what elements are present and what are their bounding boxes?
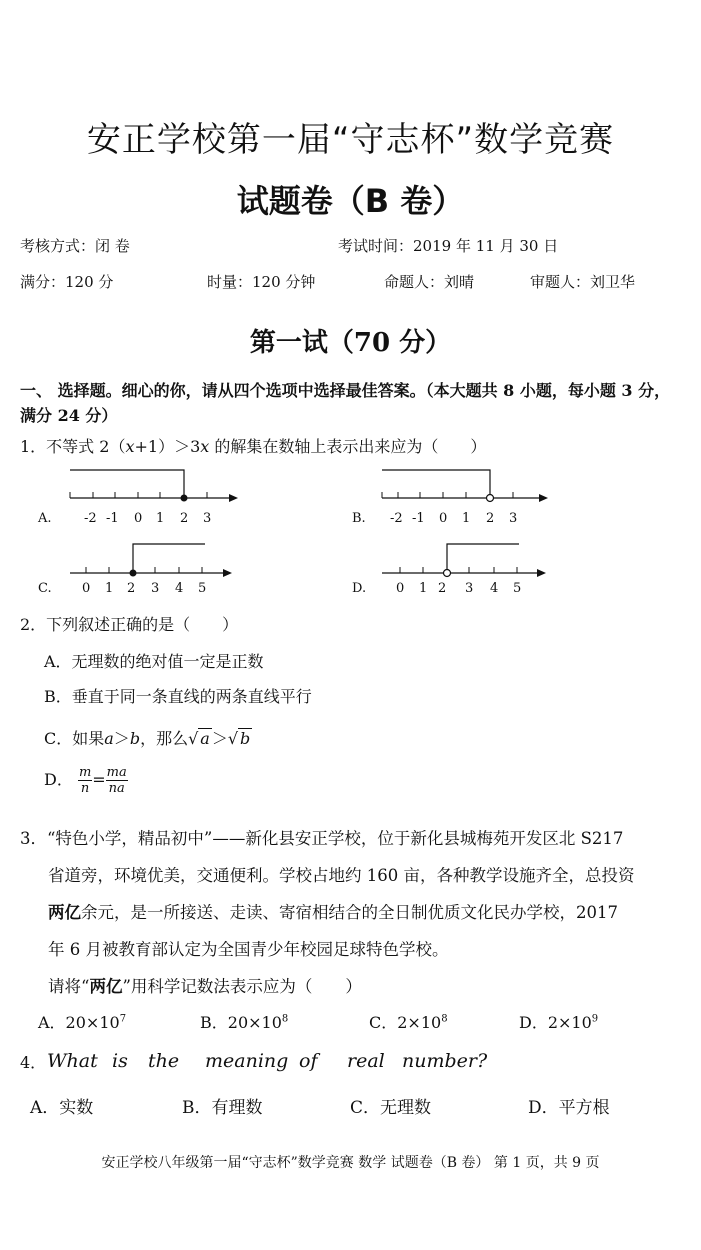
tick-label: 4 xyxy=(490,581,499,596)
page-footer: 安正学校八年级第一届“守志杯”数学竞赛 数学 试题卷（B 卷） 第 1 页，共 9 页 xyxy=(101,1155,600,1171)
tick-label: -2 xyxy=(84,511,97,526)
tick-label: 2 xyxy=(438,581,447,596)
number-line-a xyxy=(70,470,238,526)
q3-line-3: 两亿余元，是一所接送、走读、寄宿相结合的全日制优质文化民办学校，2017 xyxy=(48,903,618,922)
question-2-option-d: D． $\frac{m}{n}$ = $\frac{ma}{na}$ xyxy=(44,765,127,796)
tick-label: -1 xyxy=(412,511,425,526)
tick-label: 1 xyxy=(156,511,165,526)
tick-label: 3 xyxy=(203,511,212,526)
section-title: 第一试（70 分） xyxy=(249,328,452,358)
question-4-option-d: D．平方根 xyxy=(528,1098,610,1118)
tick-label: 5 xyxy=(513,581,522,596)
tick-label: 1 xyxy=(105,581,114,596)
option-d-label: D. xyxy=(352,581,367,596)
question-4-option-c: C．无理数 xyxy=(350,1098,432,1118)
q3-line-1: 3．“特色小学，精品初中”——新化县安正学校，位于新化县城梅苑开发区北 S217 xyxy=(20,829,624,848)
q3-line-2: 省道旁，环境优美，交通便利。学校占地约 160 亩，各种教学设施齐全，总投资 xyxy=(48,866,635,885)
question-2-option-b: B．垂直于同一条直线的两条直线平行 xyxy=(44,687,312,706)
question-2-option-c: C．如果a＞b，那么√ a ＞√ b xyxy=(44,729,251,748)
question-3-option-a: A．$20\times 10^7$ xyxy=(38,1013,127,1032)
number-line-d xyxy=(382,544,546,596)
exam-mode: 考核方式：闭 卷 xyxy=(20,237,130,255)
question-3-option-c: C．$2\times 10^8$ xyxy=(369,1013,448,1032)
question-4-option-a: A．实数 xyxy=(30,1098,94,1118)
tick-label: 0 xyxy=(134,511,143,526)
question-2-stem: 2．下列叙述正确的是（ ） xyxy=(20,615,239,634)
option-b-label: B. xyxy=(352,511,366,526)
reviewer: 审题人：刘卫华 xyxy=(530,273,636,291)
exam-title: 安正学校第一届“守志杯”数学竞赛 xyxy=(86,120,615,160)
number-line-c xyxy=(70,544,232,596)
tick-label: 1 xyxy=(419,581,428,596)
number-line-b xyxy=(382,470,548,526)
question-1-number-lines xyxy=(0,460,701,610)
duration: 时量：120 分钟 xyxy=(207,273,316,291)
full-score: 满分：120 分 xyxy=(20,273,114,291)
tick-label: 3 xyxy=(465,581,474,596)
tick-label: 0 xyxy=(82,581,91,596)
q3-line-4: 年 6 月被教育部认定为全国青少年校园足球特色学校。 xyxy=(48,940,449,959)
option-a-label: A. xyxy=(38,511,52,526)
option-c-label: C. xyxy=(38,581,52,596)
tick-label: 0 xyxy=(439,511,448,526)
tick-label: 2 xyxy=(127,581,136,596)
question-1-stem: 1．不等式 2（x+1）＞3x 的解集在数轴上表示出来应为（ ） xyxy=(20,437,487,456)
tick-label: 3 xyxy=(509,511,518,526)
tick-label: 0 xyxy=(396,581,405,596)
section-instructions: 一、 选择题。细心的你，请从四个选项中选择最佳答案。（本大题共 8 小题，每小题 3 分，满分 24 分） xyxy=(20,381,671,425)
tick-label: 5 xyxy=(198,581,207,596)
exam-time: 考试时间：2019 年 11 月 30 日 xyxy=(338,237,559,255)
question-4-option-b: B．有理数 xyxy=(182,1098,263,1118)
question-3-stem xyxy=(20,820,685,1005)
question-3-option-b: B．$20\times 10^8$ xyxy=(200,1013,289,1032)
question-3-option-d: D．$2\times 10^9$ xyxy=(519,1013,599,1032)
tick-label: -1 xyxy=(106,511,119,526)
question-2-option-a: A．无理数的绝对值一定是正数 xyxy=(44,652,264,671)
tick-label: 4 xyxy=(175,581,184,596)
q3-ask: 请将“两亿”用科学记数法表示应为（ ） xyxy=(48,977,362,996)
tick-label: 3 xyxy=(151,581,160,596)
question-setter: 命题人：刘晴 xyxy=(384,273,475,291)
tick-label: 2 xyxy=(486,511,495,526)
exam-subtitle: 试题卷（B 卷） xyxy=(236,182,465,220)
tick-label: -2 xyxy=(390,511,403,526)
tick-label: 2 xyxy=(180,511,189,526)
tick-label: 1 xyxy=(462,511,471,526)
question-4-stem: 4． What is the meaning of real number? xyxy=(20,1050,488,1072)
